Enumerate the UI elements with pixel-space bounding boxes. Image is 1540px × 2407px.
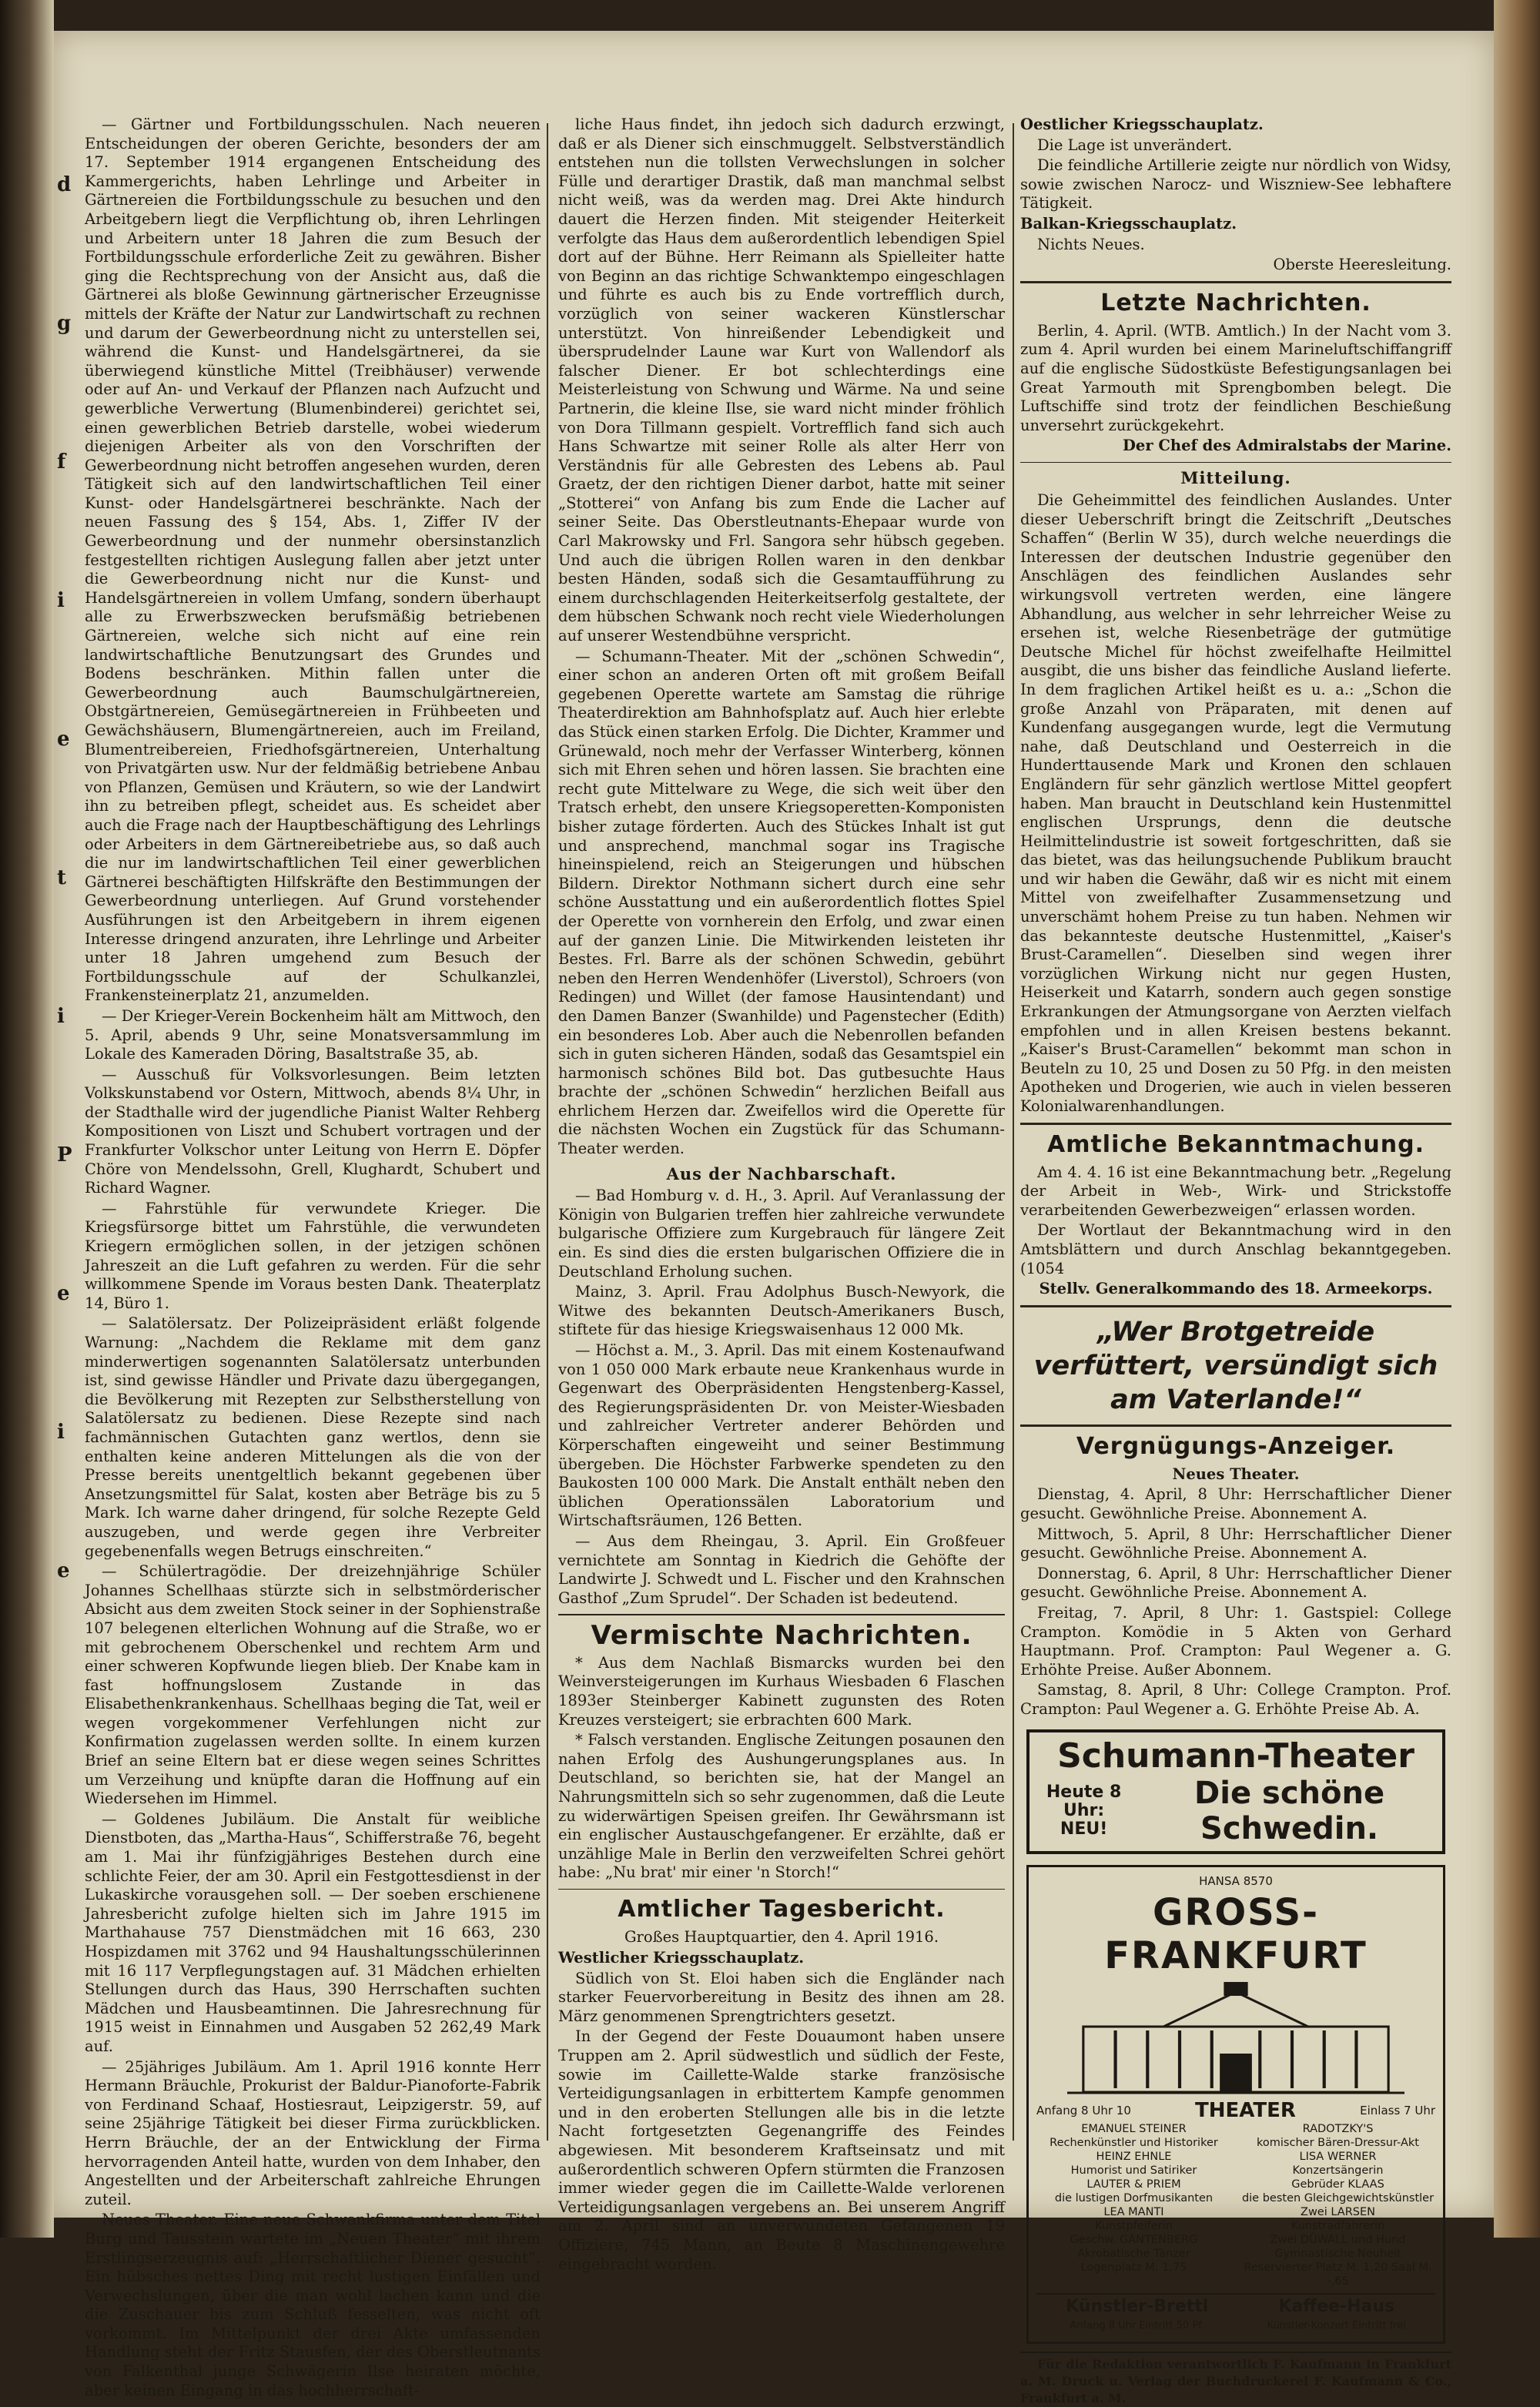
gross-frankfurt-title: GROSS-FRANKFURT <box>1104 1891 1368 1978</box>
gf-act-right: Konzertsängerin <box>1292 2164 1384 2178</box>
gf-act-right: Kunstradfahrerin <box>1291 2220 1385 2233</box>
schumann-new-badge: NEU! <box>1060 1819 1108 1840</box>
news-paragraph: — Gärtner und Fortbildungsschulen. Nach neueren Entscheidungen der oberen Gerichte, besonders der am 17. September 1914 ergangenen Entscheidung des Kammergerichts, haben Lehrlinge und Arbeiter in Gärtnereien die Fortbildungsschule zu besuchen und den Arbeitgebern liegt die Verpflichtung ob, ihren Lehrlingen und Arbeitern unter 18 Jahren die zum Besuch der Fortbildungsschule erforderliche Zeit zu gewähren. Bisher ging die Rechtsprechung von der Ansicht aus, daß die Gärtnerei als bloße Gewinnung gärtnerischer Erzeugnisse mittels der Kräfte der Natur zur Landwirtschaft zu rechnen und darum der Gewerbeordnung nicht zu unterstellen sei, während die Kunst- und Handelsgärtnerei, da sie überwiegend künstliche Mittel (Treibhäuser) verwende oder auf An- und Verkauf der Pflanzen nach Aufzucht und gewerbliche Verwertung (Blumenbinderei) gerichtet sei, einen gewerblichen Betrieb darstelle, wobei wiederum diejenigen Arbeiter als von den Vorschriften der Gewerbeordnung nicht betroffen angesehen wurden, deren Tätigkeit sich auf den landwirtschaftlichen Teil einer Kunst- oder Handelsgärtnerei beschränkte. Nach der neuen Fassung des § 154, Abs. 1, Ziffer IV der Gewerbeordnung und der nunmehr obersinstanzlich festgestellten richtigen Auslegung fallen aber jetzt unter die Gewerbeordnung nicht nur die Kunst- und Handelsgärtnereien in vollem Umfang, sondern überhaupt alle zu Erwerbszwecken berufsmäßig betriebenen Gärtnereien, welche sich nicht auf eine rein landwirtschaftliche Benutzungsart des Grundes und Bodens beschränken. Mithin fallen unter die Gewerbeordnung auch Baumschulgärtnereien, Obstgärtnereien, Gemüsegärtnereien in Frühbeeten und Gewächshäusern, Blumengärtnereien, auch im Freiland, Blumentreibereien, Friedhofsgärtnereien, Unterhaltung von Privatgärten usw. Nur der feldmäßig betriebene Anbau von Pflanzen, Gemüsen und Kräutern, so wie der Landwirt ihn zu betreiben pflegt, scheidet aus. Es scheidet aber auch die Frage nach der Hauptbeschäftigung des Lehrlings oder Arbeiters in dem Gärtnereibetriebe aus, so daß auch die nur im landwirtschaftlichen Teil einer gewerblichen Gärtnerei beschäftigten Hilfskräfte den Bestimmungen der Gewerbeordnung unterliegen. Auf Grund vorstehender Ausführungen ist den Arbeitgebern in ihrem eigenen Interesse dringend anzuraten, ihre Lehrlinge und Arbeiter unter 18 Jahren umgehend zum Besuch der Fortbildungsschule auf der Schulkanzlei, Frankensteinerplatz 21, anzumelden. <box>85 115 541 1005</box>
theater-review-paragraph: liche Haus findet, ihn jedoch sich dadurch erzwingt, daß er als Diener sich einschmuggelt. Selbstverständlich entstehen nun die tollsten Verwechslungen in solcher Fülle und derartiger Drastik, daß man manchmal selbst nicht weiß, was da werden mag. Drei Akte hindurch dauert die Herzen finden. Mit steigender Heiterkeit verfolgte das Haus dem außerordentlich lebendigen Spiel dort auf der Bühne. Herr Reimann als Spielleiter hatte von Beginn an das richtige Schwanktempo eingeschlagen und führte es auch bis zu Ende vortrefflich durch, vorzüglich von seiner wackeren Künstlerschar unterstützt. Von hinreißender Lebendigkeit und übersprudelnder Laune war Kurt von Wallendorf als falscher Diener. Er bot schlechterdings eine Meisterleistung von Schwung und Wärme. Na und seine Partnerin, die kleine Ilse, sie ward nicht minder fröhlich von Dora Tillmann gespielt. Vortrefflich fand sich auch Hans Schwartze mit seiner Rolle als alter Herr von Verständnis für alle Gebresten des Lebens ab. Paul Graetz, der den richtigen Diener darbot, hatte mit seiner „Stotterei“ von Anfang bis zum Ende die Lacher auf seiner Seite. Das Oberstleutnants-Ehepaar wurde von Carl Makrowsky und Frl. Sangora sehr hübsch gegeben. Und auch die übrigen Rollen waren in den denkbar besten Händen, sodaß sich die Gesamtaufführung zu einem durchschlagenden Heiterkeitserfolg gestaltete, der dem hübschen Schwank noch recht viele Wiederholungen auf unserer Westendbühne verspricht. <box>558 115 1005 645</box>
gf-acts-list <box>1036 2122 1435 2288</box>
local-news-column <box>85 115 541 2399</box>
oestlich-paragraph: Die feindliche Artillerie zeigte nur nördlich von Widsy, sowie zwischen Narocz- und Wiszniew-See lebhaftere Tätigkeit. <box>1020 156 1451 213</box>
news-paragraph: — Fahrstühle für verwundete Krieger. Die Kriegsfürsorge bittet um Fahrstühle, die verwundeten Kriegern ermöglichen sollen, in der jetzigen schönen Jahreszeit an die Luft gefahren zu werden. Für die sehr willkommene Spende im Voraus besten Dank. Theaterplatz 14, Büro 1. <box>85 1199 541 1312</box>
oestlich-subheading: Oestlicher Kriegsschauplatz. <box>1020 115 1264 133</box>
gross-frankfurt-phone: HANSA 8570 <box>1199 1874 1273 1889</box>
oestlich-paragraph: Die Lage ist unverändert. <box>1037 136 1233 154</box>
letzte-nachrichten-text: Berlin, 4. April. (WTB. Amtlich.) In der Nacht vom 3. zum 4. April wurden bei einem Marineluftschiffangriff auf die englische Südostküste Befestigungsanlagen bei Great Yarmouth mit Sprengbomben belegt. Die Luftschiffe sind trotz der feindlichen Beschießung unversehrt zurückgekehrt. <box>1020 321 1451 434</box>
gf-act-left: HEINZ EHNLE <box>1096 2151 1172 2164</box>
tagesbericht-paragraph: Südlich von St. Eloi haben sich die Engländer nach starker Feuervorbereitung in Besitz des ihnen am 28. März genommenen Sprengtrichters gesetzt. <box>558 1969 1005 2025</box>
gf-act-left: Geschw. GANTENBERG <box>1070 2234 1198 2247</box>
theater-building-illustration <box>1067 1980 1404 2096</box>
westlich-subheading: Westlicher Kriegsschauplatz. <box>558 1949 805 1967</box>
gf-act-right: RADOTZKY'S <box>1302 2123 1374 2136</box>
book-binding-left <box>0 0 54 2238</box>
gf-act-left: Kunstpfeiferin <box>1095 2220 1173 2233</box>
gf-act-left: LAUTER & PRIEM <box>1086 2178 1181 2191</box>
nachbarschaft-item: — Bad Homburg v. d. H., 3. April. Auf Veranlassung der Königin von Bulgarien treffen hier zahlreiche verwundete bulgarische Offiziere zum Kurgebrauch für längere Zeit ein. Es sind dies die ersten bulgarischen Offiziere die in Deutschland Erholung suchen. <box>558 1187 1005 1280</box>
cut-off-letter: e <box>57 728 70 751</box>
amtliche-bekanntmachung-heading: Amtliche Bekanntmachung. <box>1046 1130 1424 1158</box>
kaffee-haus: Kaffee-Haus Künstler-Konzert Eintritt frei <box>1267 2297 1406 2332</box>
geheimmittel-text: Die Geheimmittel des feindlichen Auslandes. Unter dieser Ueberschrift bringt die Zeitschrift „Deutsches Schaffen“ (Berlin W 35), durch welche neuerdings die Interessen der deutschen Industrie gegenüber den Anschlägen des feindlichen Auslandes sehr wirkungsvoll vertreten werden, eine längere Abhandlung, aus welcher in sehr lehrreicher Weise zu ersehen ist, welche Riesenbeträge der gutmütige Deutsche Michel für höchst zweifelhafte Heilmittel ausgibt, die uns bisher das feindliche Ausland lieferte. In dem fraglichen Artikel heißt es u. a.: „Schon die große Anzahl von Präparaten, mit denen auf Kundenfang ausgegangen wurde, legt die Vermutung nahe, daß Deutschland und Oesterreich in die Hunderttausende Mark und Kronen den schlauen Engländern für sehr gänzlich wertlose Mittel geopfert haben. Man braucht in Deutschland kein Hustenmittel englischen Ursprungs, denn die deutsche Heilmittelindustrie ist soweit fortgeschritten, daß sie das bietet, was das heilungsuchende Publikum braucht und wir haben die Gewähr, daß wir es nicht mit einem Mittel von zweifelhafter Zusammensetzung und unverschämt hohem Preise zu tun haben. Nehmen wir das bekannteste deutsche Hustenmittel, „Kaiser's Brust-Caramellen“. Dieselben sind wegen ihrer vorzüglichen Wirkung nicht nur gegen Husten, Heiserkeit und Katarrh, sondern auch gegen sonstige Erkrankungen der Atmungsorgane von Aerzten vielfach empfohlen und in allen Kreisen bestens bekannt. „Kaiser's Brust-Caramellen“ bekommt man schon in Beuteln zu 10, 25 und Dosen zu 50 Pfg. in den meisten Apotheken und Drogerien, wie auch in vielen besseren Kolonialwarenhandlungen. <box>1020 491 1451 1115</box>
gf-act-right: LISA WERNER <box>1299 2151 1377 2164</box>
cut-off-letter: d <box>57 173 72 196</box>
news-paragraph: — Ausschuß für Volksvorlesungen. Beim letzten Volkskunstabend vor Ostern, Mittwoch, abends 8¼ Uhr, in der Stadthalle wird der jugendliche Pianist Walter Rehberg Kompositionen von Liszt und Schubert vortragen und der Frankfurter Volkschor unter Leitung von Herrn E. Döpfer Chöre von Mendelssohn, Grell, Klughardt, Schubert und Richard Wagner. <box>85 1065 541 1197</box>
cut-off-letter: i <box>57 1005 65 1028</box>
balkan-text: Nichts Neues. <box>1037 235 1145 253</box>
cut-off-letter: e <box>57 1282 70 1305</box>
column-divider <box>1013 123 1014 2141</box>
war-reports-and-ads-column <box>1020 115 1451 2406</box>
vermischte-item: * Aus dem Nachlaß Bismarcks wurden bei den Weinversteigerungen im Kurhaus Wiesbaden 6 Flaschen 1893er Steinberger Kabinett zugunsten des Roten Kreuzes versteigert; sie erbrachten 600 Mark. <box>558 1653 1005 1729</box>
gf-act-right: Gebrüder KLAAS <box>1291 2178 1384 2191</box>
nachbarschaft-item: Mainz, 3. April. Frau Adolphus Busch-Newyork, die Witwe des bekannten Deutsch-Amerikaners Busch, stiftete für das hiesige Kriegswaisenhaus 12 000 Mk. <box>558 1283 1005 1339</box>
cut-off-letter: P <box>57 1143 72 1167</box>
cut-off-letter: i <box>57 589 65 612</box>
section-rule <box>558 1614 1005 1615</box>
program-entry: Mittwoch, 5. April, 8 Uhr: Herrschaftlicher Diener gesucht. Gewöhnliche Preise. Abonnement A. <box>1020 1525 1451 1562</box>
gf-act-left: Akrobatische Tänzer <box>1077 2248 1190 2261</box>
section-rule <box>1020 281 1451 283</box>
schumann-theater-ad <box>1026 1729 1445 1854</box>
tagesbericht-heading: Amtlicher Tagesbericht. <box>618 1896 946 1923</box>
kuenstler-brettl: Künstler-Brettl Anfang 8 Uhr Eintritt 50 Pf. <box>1066 2297 1209 2332</box>
program-entry: Samstag, 8. April, 8 Uhr: College Crampton. Prof. Crampton: Paul Wegener a. G. Erhöhte Preise Ab. A. <box>1020 1681 1451 1718</box>
gf-act-right: Reservierter Platz M. 1,20 Saal M. -,65 <box>1244 2261 1432 2288</box>
gf-act-left: Humorist und Satiriker <box>1070 2164 1197 2178</box>
cut-off-column <box>57 115 80 2148</box>
brotgetreide-slogan: „Wer Brotgetreide verfüttert, versündigt sich am Vaterlande!“ <box>1033 1316 1438 1415</box>
news-paragraph: — Der Krieger-Verein Bockenheim hält am Mittwoch, den 5. April, abends 9 Uhr, seine Monatsversammlung im Lokale des Kameraden Döring, Basaltstraße 35, ab. <box>85 1006 541 1063</box>
news-paragraph: — Salatölersatz. Der Polizeipräsident erläßt folgende Warnung: „Nachdem die Reklame mit dem ganz minderwertigen sogenannten Salatölersatz unterbunden ist, sind gewisse Händler und Private dazu übergegangen, die Bevölkerung mit Rezepten zur Selbstherstellung von Salatölersatz zu bedienen. Diese Rezepte sind nach fachmännischen Gutachten ganz wertlos, denn sie enthalten keine anderen Mittelungen als die von der Presse bereits unentgeltlich bekannt gegebenen über Ansetzungsmittel für Salat, kosten aber Beträge bis zu 5 Mark. Ich warne daher dringend, für solche Rezepte Geld auszugeben, und werde gegen ihre Verbreiter gegebenenfalls wegen Betrugs einschreiten.“ <box>85 1314 541 1560</box>
gf-act-right: komischer Bären-Dressur-Akt <box>1257 2137 1419 2150</box>
mitteilung-heading: Mitteilung. <box>1180 468 1291 488</box>
tagesbericht-dateline: Großes Hauptquartier, den 4. April 1916. <box>624 1928 939 1947</box>
section-rule <box>1020 1424 1451 1427</box>
cut-off-letter: f <box>57 450 66 474</box>
vermischte-item: * Falsch verstanden. Englische Zeitungen posaunen den nahen Erfolg des Aushungerungsplanes aus. In Deutschland, so berichten sie, hat der Mangel an Nahrungsmitteln sich so sehr zugenommen, daß die Leute zu widerwärtigen Speisen greifen. Ihr Gewährsmann ist ein englischer Austauschgefangener. Er erzählte, daß er unzählige Male in Berlin den verzweifelten Schrei gehört habe: „Nu brat' mir einer 'n Storch!“ <box>558 1731 1005 1882</box>
news-paragraph: — Schülertragödie. Der dreizehnjährige Schüler Johannes Schellhaas stürzte sich in selbstmörderischer Absicht aus dem zweiten Stock seiner in der Sophienstraße 107 belegenen elterlichen Wohnung auf die Straße, wo er mit gebrochenem Oberschenkel und rechtem Arm und einer schweren Kopfwunde liegen blieb. Der Knabe kam in fast hoffnungslosem Zustande in das Elisabethenkrankenhaus. Schellhaas beging die Tat, weil er wegen vorgekommener Verfehlungen nicht zur Konfirmation zugelassen werden sollte. In einem kurzen Brief an seine Eltern bat er diese wegen seines Schrittes um Verzeihung und knüpfte daran die Hoffnung auf ein Wiedersehen im Himmel. <box>85 1562 541 1808</box>
amtliche-bekanntmachung-text-2: Der Wortlaut der Bekanntmachung wird in den Amtsblättern und durch Anschlag bekanntgegeben. (1054 <box>1020 1221 1451 1277</box>
schumann-play-title: Die schöne Schwedin. <box>1194 1776 1385 1847</box>
gf-act-left: die lustigen Dorfmusikanten <box>1054 2192 1214 2205</box>
nachbarschaft-item: — Höchst a. M., 3. April. Das mit einem Kostenaufwand von 1 050 000 Mark erbaute neue Krankenhaus wurde in Gegenwart des Oberpräsidenten Hengstenberg-Kassel, des Regierungspräsidenten Dr. von Meister-Wiesbaden und zahlreicher Vertreter anderer Behörden und Körperschaften eingeweiht und seiner Bestimmung übergeben. Die Höchster Farbwerke spendeten zu den Baukosten 100 000 Mark. Die Anstalt enthält neben den üblichen Operationssälen Laboratorium und Wirtschaftsräumen, 126 Betten. <box>558 1341 1005 1530</box>
news-paragraph: Neues Theater. Eine neue Schwankfirma unter dem Titel Burg und Tausstein wartete im „Neuen Theater“ mit ihrem Erstlingserzeugnis auf: „Herrschaftlicher Diener gesucht“. Ein hübsches nettes Ding mit recht lustigen Einfällen und Verwechslungen, über die man wohl lachen kann und die die Zuschauer bis zum Schluß fesselten, was nicht oft vorkommt. Im Mittelpunkt der drei Akte umfassenden Handlung steht der Fritz Stausfen, der des Oberstleutnants von Falkenthal junge Schwägerin Ilse heiraten möchte, aber keinen Eingang in das hochherrschaft- <box>85 2211 541 2399</box>
news-paragraph: — Goldenes Jubiläum. Die Anstalt für weibliche Dienstboten, das „Martha-Haus“, Schifferstraße 76, begeht am 1. Mai ihr fünfzigjähriges Bestehen durch eine schlichte Feier, der am 30. April ein Festgottesdienst in der Lukaskirche vorausgehen soll. — Der soeben erschienene Jahresbericht zufolge hielten sich im Jahre 1915 im Marthahause 757 Dienstmädchen mit 16 663, 230 Hospizdamen mit 3762 und 94 Haushaltungsschülerinnen mit 16 117 Verpflegungstagen auf. 31 Mädchen erhielten Stellungen durch das Haus, 390 Herrschaften suchten Mädchen und Hausbeamtinnen. Die Jahresrechnung für 1915 weist in Einnahmen und Ausgaben 52 262,49 Mark auf. <box>85 1809 541 2055</box>
gf-entry-time: Einlass 7 Uhr <box>1360 2103 1435 2117</box>
section-rule <box>1020 1123 1451 1125</box>
schumann-time: Heute 8 Uhr: <box>1046 1783 1122 1821</box>
neues-theater-heading: Neues Theater. <box>1172 1465 1300 1483</box>
newspaper-page <box>54 31 1494 2406</box>
cut-off-letter: t <box>57 866 67 889</box>
cut-off-letter: g <box>57 312 72 335</box>
gf-start-time: Anfang 8 Uhr 10 <box>1036 2103 1131 2117</box>
program-entry: Donnerstag, 6. April, 8 Uhr: Herrschaftlicher Diener gesucht. Gewöhnliche Preise. Abonnement A. <box>1020 1564 1451 1602</box>
balkan-subheading: Balkan-Kriegsschauplatz. <box>1020 214 1237 233</box>
gf-act-left: Logenplatz M. 1,75 <box>1080 2261 1187 2275</box>
gf-act-right: Gymnastische Neuheit <box>1274 2248 1401 2261</box>
generalkommando-signature: Stellv. Generalkommando des 18. Armeekorps. <box>1039 1280 1433 1298</box>
gf-act-left: Rechenkünstler und Historiker <box>1050 2137 1218 2150</box>
oberste-heeresleitung-signature: Oberste Heeresleitung. <box>1273 256 1451 274</box>
cut-off-letter: i <box>57 1421 65 1444</box>
vergnuegungs-anzeiger-heading: Vergnügungs-Anzeiger. <box>1076 1432 1396 1460</box>
section-rule <box>1020 1305 1451 1307</box>
tagesbericht-paragraph: In der Gegend der Feste Douaumont haben unsere Truppen am 2. April südwestlich und südlich der Feste, sowie im Caillette-Walde starke französische Verteidigungsanlagen in erbittertem Kampfe genommen und in den eroberten Stellungen alle bis in die letzte Nacht fortgesetzten Gegenangriffe des Feindes abgewiesen. Mit besonderem Kraftseinsatz und mit außerordentlich schweren Opfern stürmten die Franzosen immer wieder gegen die im Caillette-Walde verlorenen Verteidigungsanlagen vergebens an. Bei unserem Angriff am 2. April sind an unverwundeten Gefangenen 19 Offiziere, 745 Mann, an Beute 8 Maschinengewehre eingebracht worden. <box>558 2027 1005 2273</box>
section-rule <box>1020 462 1451 464</box>
gross-frankfurt-ad <box>1026 1865 1445 2344</box>
cut-off-letter: e <box>57 1559 70 1582</box>
section-rule <box>558 1889 1005 1890</box>
imprint: Für die Redaktion verantwortlich F. Kaufmann in Frankfurt a. M. Druck u. Verlag der Buchdruckerei F. Kaufmann & Co., Frankfurt a. M. <box>1020 2352 1451 2407</box>
column-divider <box>547 123 548 2141</box>
nachbarschaft-heading: Aus der Nachbarschaft. <box>666 1163 897 1183</box>
amtliche-bekanntmachung-text: Am 4. 4. 16 ist eine Bekanntmachung betr. „Regelung der Arbeit in Web-, Wirk- und Strickstoffe verarbeitenden Gewerbezweigen“ erlassen worden. <box>1020 1163 1451 1219</box>
gf-act-right: die besten Gleichgewichtskünstler <box>1241 2192 1435 2205</box>
book-edge-right <box>1494 0 1540 2238</box>
letzte-nachrichten-heading: Letzte Nachrichten. <box>1100 289 1371 316</box>
vermischte-heading: Vermischte Nachrichten. <box>591 1619 973 1651</box>
admiralstab-signature: Der Chef des Admiralstabs der Marine. <box>1123 437 1451 455</box>
gf-act-right: Zwei LARSEN <box>1301 2206 1375 2219</box>
theater-review-paragraph: — Schumann-Theater. Mit der „schönen Schwedin“, einer schon an anderen Orten oft mit großem Beifall gegebenen Operette wartete am Samstag die rührige Theaterdirektion am Bahnhofsplatz auf. Auch hier erlebte das Stück einen starken Erfolg. Die Dichter, Krammer und Grünewald, noch mehr der Verfasser Winterberg, können sich mit Ehren sehen und hören lassen. Sie brachten eine recht gute Mittelware zu Wege, die sich weit über den Tratsch erhebt, den unsere Kriegsoperetten-Komponisten bisher zutage förderten. Auch des Stückes Inhalt ist gut und ansprechend, manchmal sogar ins Tragische hineinspielend, reich an Steigerungen und hübschen Bildern. Direktor Nothmann sichert durch eine sehr schöne Ausstattung und ein außerordentlich flottes Spiel der Operette von vornherein den Erfolg, und zwar einen auf der ganzen Linie. Die Mitwirkenden leisteten ihr Bestes. Frl. Barre als der schönen Schwedin, gebührt neben den Herren Wendenhöfer (Liverstol), Schroers (von Redingen) und Willet (der famose Hausintendant) und den Damen Banzer (Swanhilde) und Pagenstecher (Edith) ein besonderes Lob. Aber auch die Nebenrollen befanden sich in guten sicheren Händen, sodaß das Gesamtspiel ein harmonisch schönes Bild bot. Das gutbesuchte Haus brachte der „schönen Schwedin“ herzlichen Beifall aus ehrlichem Herzen dar. Zweifellos wird die Operette für die nächsten Wochen ein Zugstück für das Schumann-Theater werden. <box>558 647 1005 1158</box>
news-paragraph: — 25jähriges Jubiläum. Am 1. April 1916 konnte Herr Hermann Bräuchle, Prokurist der Baldur-Pianoforte-Fabrik von Ferdinand Schaaf, Hostiesraut, Leipzigerstr. 59, auf seine 25jährige Tätigkeit bei dieser Firma zurückblicken. Herrn Bräuchle, der an der Entwicklung der Firma hervorragenden Anteil hatte, wurden von dem Inhaber, den Angestellten und der Arbeiterschaft zahlreiche Ehrungen zuteil. <box>85 2057 541 2208</box>
gf-theater-label: THEATER <box>1195 2099 1296 2123</box>
nachbarschaft-item: — Aus dem Rheingau, 3. April. Ein Großfeuer vernichtete am Sonntag in Kiedrich die Gehöfte der Landwirte J. Schwedt und L. Fischer und den Krahnschen Gasthof „Zum Sprudel“. Der Schaden ist bedeutend. <box>558 1532 1005 1607</box>
gf-act-right: Zwei DÜWALL und Hund <box>1270 2234 1406 2247</box>
schumann-theater-title: Schumann-Theater <box>1057 1736 1414 1776</box>
theater-and-neighborhood-column <box>558 115 1005 2273</box>
program-entry: Dienstag, 4. April, 8 Uhr: Herrschaftlicher Diener gesucht. Gewöhnliche Preise. Abonnement A. <box>1020 1485 1451 1522</box>
gf-act-left: LEA MANTI <box>1103 2206 1164 2219</box>
program-entry: Freitag, 7. April, 8 Uhr: 1. Gastspiel: College Crampton. Komödie in 5 Akten von Gerhard Hauptmann. Prof. Crampton: Paul Wegener a. G. Erhöhte Preise. Außer Abonnem. <box>1020 1603 1451 1679</box>
gf-act-left: EMANUEL STEINER <box>1081 2123 1187 2136</box>
